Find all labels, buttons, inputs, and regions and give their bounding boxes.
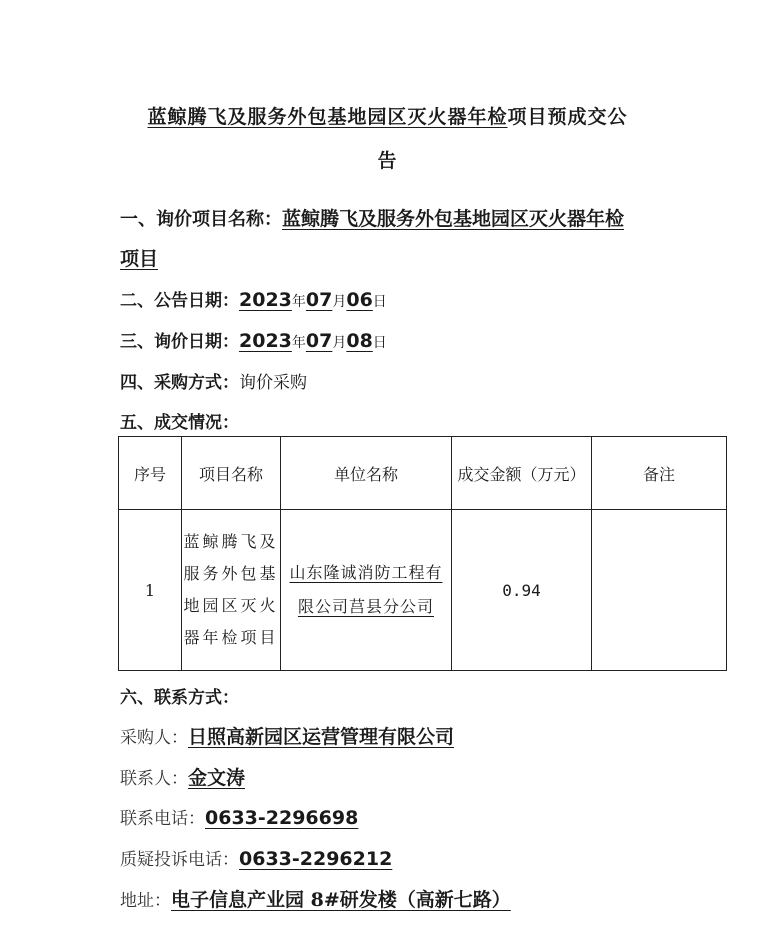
announce-day: 06 [346, 289, 373, 311]
purchaser-value: 日照高新园区运营管理有限公司 [188, 726, 455, 748]
inquiry-year-unit: 年 [291, 335, 306, 351]
announce-month-unit: 月 [332, 294, 347, 310]
inquiry-month: 07 [305, 330, 333, 352]
contact-label: 联系人： [120, 769, 188, 789]
complaint-label: 质疑投诉电话： [120, 850, 239, 870]
page-title [0, 102, 775, 129]
cell-amount: 0.94 [452, 510, 592, 671]
page-title-continuation: 告 [377, 150, 398, 172]
section-deal-status: 五、成交情况： [120, 413, 239, 433]
contact-value: 金文涛 [188, 767, 246, 789]
header-amount: 成交金额（万元） [452, 437, 592, 510]
header-index: 序号 [119, 437, 182, 510]
cell-unit-line: 限公司莒县分公司 [297, 597, 434, 616]
complaint-value: 0633-2296212 [239, 848, 393, 870]
cell-unit-line: 山东隆诚消防工程有 [289, 563, 443, 582]
table-header-row [119, 437, 727, 510]
inquiry-day-unit: 日 [372, 335, 387, 351]
inquiry-day: 08 [346, 330, 373, 352]
contact-phone [120, 804, 358, 829]
phone-value: 0633-2296698 [205, 807, 359, 829]
announce-year-unit: 年 [291, 294, 306, 310]
cell-project-line: 器年检项目 [183, 628, 279, 647]
header-project: 项目名称 [182, 437, 281, 510]
cell-remark [592, 510, 727, 671]
inquiry-month-unit: 月 [332, 335, 347, 351]
phone-label: 联系电话： [120, 809, 205, 829]
contact-address [120, 885, 511, 912]
inquiry-date-label: 三、询价日期： [120, 332, 239, 352]
cell-project-line: 地园区灭火 [183, 596, 279, 615]
contact-complaint-phone [120, 845, 392, 870]
section-project-name [120, 204, 624, 231]
cell-project [182, 510, 281, 671]
cell-project-line: 蓝鲸腾飞及 [183, 532, 279, 551]
header-remark: 备注 [592, 437, 727, 510]
purchaser-label: 采购人： [120, 728, 188, 748]
announce-year: 2023 [239, 289, 292, 311]
section-project-name-cont [120, 244, 158, 271]
section-procurement-method [120, 368, 307, 393]
cell-index: 1 [119, 510, 182, 671]
table-row [119, 510, 727, 671]
announce-date-label: 二、公告日期： [120, 291, 239, 311]
procurement-method-value: 询价采购 [239, 373, 307, 393]
section-project-name-value: 蓝鲸腾飞及服务外包基地园区灭火器年检 [282, 208, 625, 230]
deal-table [118, 436, 727, 671]
section-contact: 六、联系方式： [120, 688, 239, 708]
section-announce-date [120, 286, 387, 311]
inquiry-year: 2023 [239, 330, 292, 352]
cell-project-line: 服务外包基 [183, 564, 279, 583]
address-value: 电子信息产业园 8#研发楼（高新七路） [171, 889, 511, 911]
section-inquiry-date [120, 327, 387, 352]
announce-month: 07 [305, 289, 333, 311]
cell-unit [281, 510, 452, 671]
title-rest: 项目预成交公 [507, 106, 628, 128]
contact-purchaser [120, 722, 454, 749]
title-underlined: 蓝鲸腾飞及服务外包基地园区灭火器年检 [147, 106, 508, 128]
section-project-name-value-cont: 项目 [120, 248, 159, 270]
address-label: 地址： [120, 891, 171, 911]
announce-day-unit: 日 [372, 294, 387, 310]
contact-person [120, 763, 245, 790]
procurement-method-label: 四、采购方式： [120, 373, 239, 393]
section-project-name-label: 一、询价项目名称： [120, 209, 282, 230]
header-unit: 单位名称 [281, 437, 452, 510]
